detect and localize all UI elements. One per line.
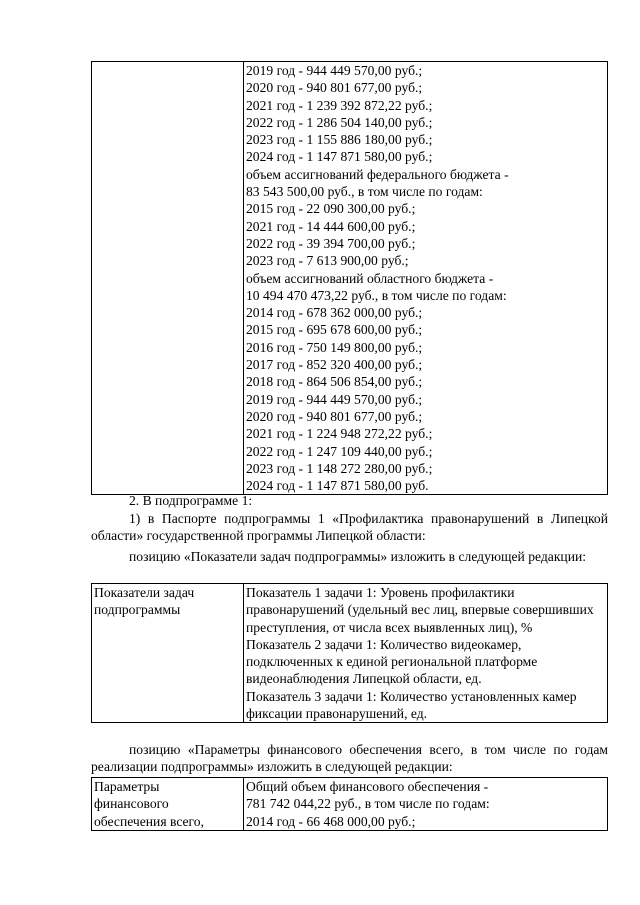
financing-line: 2015 год - 695 678 600,00 руб.; [246,322,423,338]
financing-line: 2021 год - 1 239 392 872,22 руб.; [246,97,433,113]
indicators-table [91,583,608,723]
financing-line: 10 494 470 473,22 руб., в том числе по годам: [246,287,507,303]
financing-line: объем ассигнований федерального бюджета - [246,166,509,182]
paragraph-financing-position: позицию «Параметры финансового обеспечения всего, в том числе по годам реализации подпрограммы» изложить в следующей редакции: [91,742,608,775]
financing-line: 2015 год - 22 090 300,00 руб.; [246,201,416,217]
parameter-label-line: обеспечения всего, [94,813,204,829]
indicator-item: Показатель 1 задачи 1: Уровень профилактики правонарушений (удельный вес лиц, впервые совершивших преступления, от числа всех выявленных лиц), % [246,585,594,635]
financing-line: 2018 год - 864 506 854,00 руб.; [246,374,423,390]
financing-line: 2023 год - 7 613 900,00 руб.; [246,253,409,269]
financing-line: объем ассигнований областного бюджета - [246,270,494,286]
financing-line: Общий объем финансового обеспечения - [246,779,489,794]
table1-right-cell [244,62,608,495]
indicator-item: Показатель 3 задачи 1: Количество установленных камер фиксации правонарушений, ед. [246,688,577,722]
paragraph-passport-intro: 1) в Паспорте подпрограммы 1 «Профилактика правонарушений в Липецкой области» государственной программы Липецкой области: [91,511,608,544]
table3-right-cell [244,778,608,831]
parameter-label-line: Параметры [94,779,160,794]
indicator-item: Показатель 2 задачи 1: Количество видеокамер, подключенных к единой региональной платформе видеонаблюдения Липецкой области, ед. [246,636,538,687]
table1-left-cell [92,62,244,495]
table3-left-cell [92,778,244,831]
paragraph-indicators-position: позицию «Показатели задач подпрограммы» изложить в следующей редакции: [129,549,587,564]
table2-left-cell: Показатели задач подпрограммы [92,584,244,723]
financing-line: 2023 год - 1 148 272 280,00 руб.; [246,460,433,476]
financing-line: 2021 год - 1 224 948 272,22 руб.; [246,426,433,442]
table2-right-cell [244,584,608,723]
parameter-label-line: финансового [94,796,169,812]
financing-line: 2019 год - 944 449 570,00 руб.; [246,391,423,407]
financing-line: 2022 год - 1 286 504 140,00 руб.; [246,114,433,130]
paragraph-subprogram-heading: 2. В подпрограмме 1: [129,493,253,508]
financing-line: 2024 год - 1 147 871 580,00 руб.; [246,149,433,165]
financing-table-continued [91,61,608,495]
financing-line: 2017 год - 852 320 400,00 руб.; [246,357,423,373]
financing-line: 781 742 044,22 руб., в том числе по годам: [246,796,490,812]
financing-line: 2019 год - 944 449 570,00 руб.; [246,63,423,78]
financing-line: 2014 год - 66 468 000,00 руб.; [246,813,416,829]
financing-parameters-table [91,777,608,831]
financing-line: 2020 год - 940 801 677,00 руб.; [246,408,423,424]
financing-line: 2023 год - 1 155 886 180,00 руб.; [246,132,433,148]
financing-line: 2022 год - 1 247 109 440,00 руб.; [246,443,433,459]
financing-line: 83 543 500,00 руб., в том числе по годам: [246,184,483,200]
financing-line: 2014 год - 678 362 000,00 руб.; [246,305,423,321]
financing-line: 2020 год - 940 801 677,00 руб.; [246,80,423,96]
financing-line: 2016 год - 750 149 800,00 руб.; [246,339,423,355]
financing-line: 2021 год - 14 444 600,00 руб.; [246,218,416,234]
financing-line: 2022 год - 39 394 700,00 руб.; [246,235,416,251]
financing-line: 2024 год - 1 147 871 580,00 руб. [246,478,429,494]
